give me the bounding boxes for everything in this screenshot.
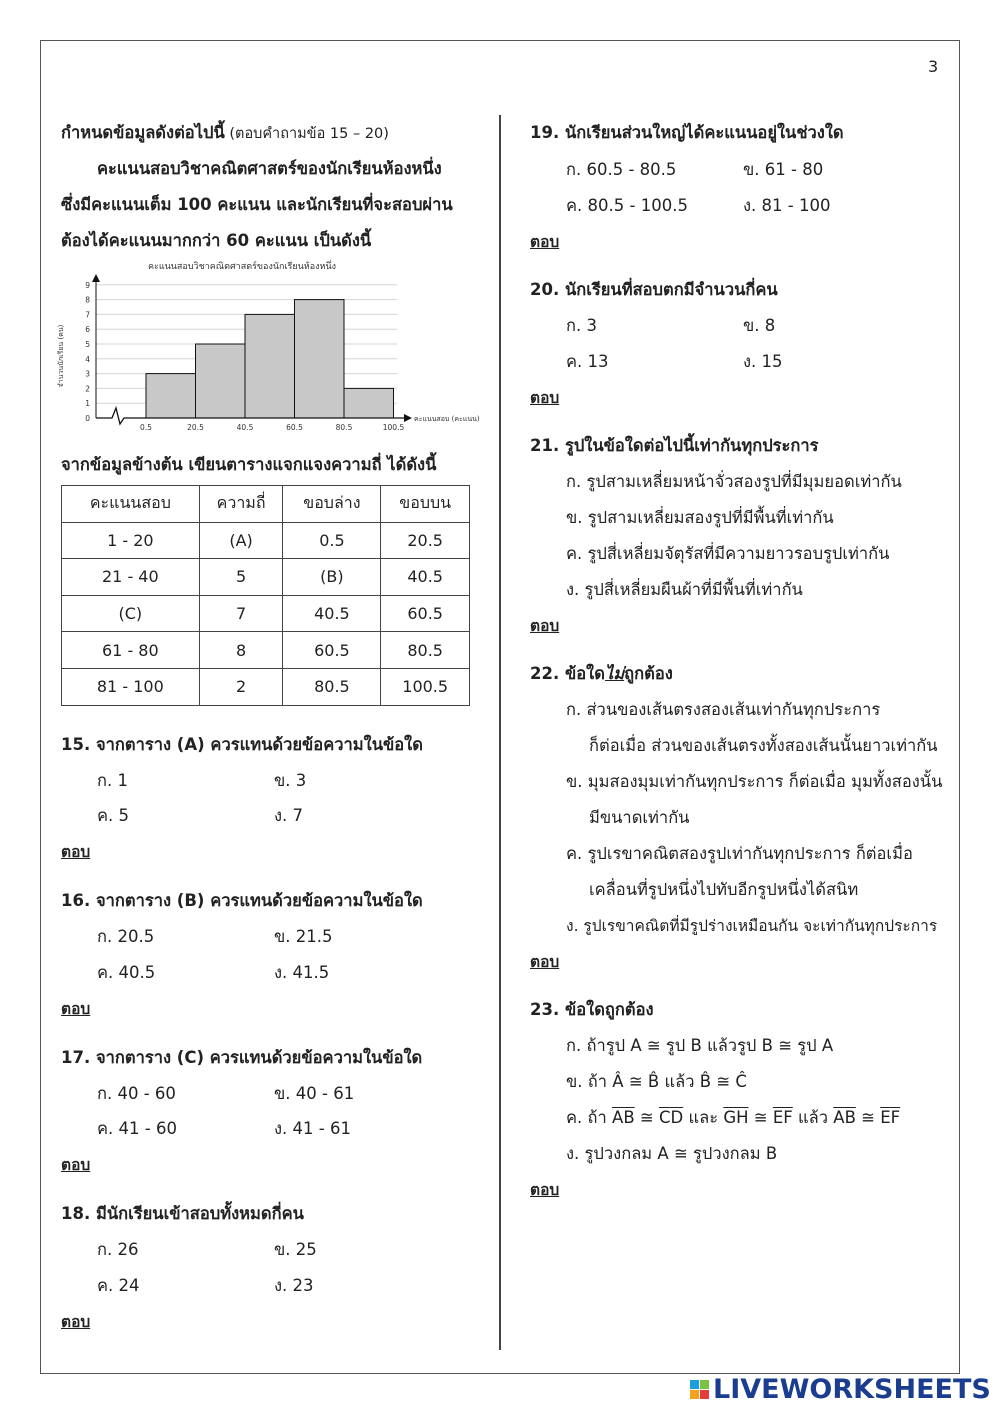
angle-c: Ĉ — [735, 1072, 747, 1091]
q22-choice-b[interactable]: ข. มุมสองมุมเท่ากันทุกประการ ก็ต่อเมื่อ มุมทั้งสองนั้น — [566, 772, 943, 791]
y-tick-label: 8 — [85, 295, 90, 305]
segment-ef: $\overline{EF}$ — [772, 1108, 793, 1127]
x-axis-label: คะแนนสอบ (คะแนน) — [414, 415, 480, 423]
question-16: 16. จากตาราง (B) ควรแทนด้วยข้อความในข้อใด — [61, 891, 423, 910]
y-axis-arrow — [92, 274, 100, 282]
q18-choice-b[interactable]: ข. 25 — [274, 1240, 317, 1259]
table-cell: 60.5 — [283, 632, 381, 669]
frequency-table — [61, 485, 470, 706]
chart-title: คะแนนสอบวิชาคณิตศาสตร์ของนักเรียนห้องหนึ่ง — [147, 262, 337, 272]
q23-choice-a[interactable]: ก. ถ้ารูป A ≅ รูป B แล้วรูป B ≅ รูป A — [566, 1036, 834, 1055]
q19-choice-c[interactable]: ค. 80.5 - 100.5 — [566, 196, 688, 215]
q22-choice-b-cont: มีขนาดเท่ากัน — [589, 808, 690, 827]
table-row — [62, 559, 470, 596]
liveworksheets-logo — [690, 1374, 991, 1405]
table-cell: (A) — [199, 522, 283, 559]
congruent-symbol: ≅ — [748, 1108, 773, 1127]
q21-answer-label[interactable]: ตอบ — [530, 617, 560, 635]
header-frequency: ความถี่ — [199, 486, 283, 523]
x-tick-label: 40.5 — [236, 423, 254, 432]
q22-choice-a-cont: ก็ต่อเมื่อ ส่วนของเส้นตรงทั้งสองเส้นนั้นยาวเท่ากัน — [589, 736, 938, 755]
q23-choice-d[interactable]: ง. รูปวงกลม A ≅ รูปวงกลม B — [566, 1144, 778, 1163]
y-tick-label: 0 — [85, 414, 90, 423]
q21-choice-b[interactable]: ข. รูปสามเหลี่ยมสองรูปที่มีพื้นที่เท่ากัน — [566, 508, 834, 527]
intro-line-2: คะแนนสอบวิชาคณิตศาสตร์ของนักเรียนห้องหนึ่ง — [97, 159, 442, 178]
histogram-bar — [196, 344, 246, 418]
q16-choice-c[interactable]: ค. 40.5 — [97, 963, 156, 982]
table-cell: 21 - 40 — [62, 559, 200, 596]
q23-b-then: แล้ว — [659, 1072, 700, 1091]
table-cell: 5 — [199, 559, 283, 596]
table-cell: 8 — [199, 632, 283, 669]
segment-gh: $\overline{GH}$ — [723, 1108, 749, 1127]
segment-ab: $\overline{AB}$ — [612, 1108, 635, 1127]
table-cell: 0.5 — [283, 522, 381, 559]
y-tick-label: 3 — [85, 369, 90, 379]
q18-choice-c[interactable]: ค. 24 — [97, 1276, 140, 1295]
x-tick-label: 0.5 — [140, 423, 152, 432]
column-divider — [499, 115, 501, 1350]
intro-line-4: ต้องได้คะแนนมากกว่า 60 คะแนน เป็นดังนี้ — [61, 231, 372, 250]
congruent-symbol: ≅ — [711, 1072, 736, 1091]
q23-choice-c[interactable] — [566, 1105, 900, 1131]
q17-choice-b[interactable]: ข. 40 - 61 — [274, 1084, 355, 1103]
q17-choice-a[interactable]: ก. 40 - 60 — [97, 1084, 176, 1103]
congruent-symbol: ≅ — [623, 1072, 648, 1091]
table-cell: 1 - 20 — [62, 522, 200, 559]
q19-answer-label[interactable]: ตอบ — [530, 233, 560, 251]
q22-choice-d[interactable]: ง. รูปเรขาคณิตที่มีรูปร่างเหมือนกัน จะเท่ากันทุกประการ — [566, 917, 938, 935]
y-tick-label: 6 — [85, 325, 90, 335]
table-cell: 2 — [199, 668, 283, 705]
q15-answer-label[interactable]: ตอบ — [61, 843, 91, 861]
x-tick-label: 80.5 — [335, 423, 353, 432]
segment-ab: $\overline{AB}$ — [833, 1108, 856, 1127]
q22-rest: ถูกต้อง — [624, 664, 673, 683]
q19-choice-b[interactable]: ข. 61 - 80 — [743, 160, 824, 179]
table-cell: 20.5 — [381, 522, 470, 559]
q22-choice-c-cont: เคลื่อนที่รูปหนึ่งไปทับอีกรูปหนึ่งได้สนิท — [589, 880, 859, 899]
question-18: 18. มีนักเรียนเข้าสอบทั้งหมดกี่คน — [61, 1204, 304, 1223]
y-tick-label: 1 — [85, 399, 90, 409]
q17-answer-label[interactable]: ตอบ — [61, 1156, 91, 1174]
table-row — [62, 595, 470, 632]
congruent-symbol: ≅ — [634, 1108, 659, 1127]
q22-choice-c[interactable]: ค. รูปเรขาคณิตสองรูปเท่ากันทุกประการ ก็ต่อเมื่อ — [566, 844, 913, 863]
y-tick-label: 9 — [85, 280, 90, 290]
q22-negation: ไม่ — [604, 664, 625, 683]
brand-text: LIVEWORKSHEETS — [713, 1374, 991, 1405]
angle-b: B̂ — [699, 1072, 712, 1091]
q21-choice-a[interactable]: ก. รูปสามเหลี่ยมหน้าจั่วสองรูปที่มีมุมยอดเท่ากัน — [566, 472, 902, 491]
angle-b: B̂ — [647, 1072, 660, 1091]
table-cell: 40.5 — [283, 595, 381, 632]
header-lower-bound: ขอบล่าง — [283, 486, 381, 523]
angle-a: Â — [612, 1072, 624, 1091]
table-intro: จากข้อมูลข้างต้น เขียนตารางแจกแจงความถี่ ได้ดังนี้ — [61, 455, 437, 474]
q22-number: 22. ข้อใด — [530, 664, 605, 683]
table-cell: 100.5 — [381, 668, 470, 705]
intro-note: (ตอบคำถามข้อ 15 – 20) — [224, 126, 389, 142]
table-cell: (C) — [62, 595, 200, 632]
q23-c-then: แล้ว — [792, 1108, 834, 1127]
histogram-bar — [344, 388, 394, 418]
histogram-bar — [295, 300, 345, 418]
q16-choice-a[interactable]: ก. 20.5 — [97, 927, 155, 946]
x-tick-label: 20.5 — [187, 423, 204, 432]
table-header-row — [62, 486, 470, 523]
y-tick-label: 7 — [85, 310, 90, 320]
q22-answer-label[interactable]: ตอบ — [530, 953, 560, 971]
q15-choice-d[interactable]: ง. 7 — [274, 806, 304, 825]
q23-answer-label[interactable]: ตอบ — [530, 1181, 560, 1199]
q16-answer-label[interactable]: ตอบ — [61, 1000, 91, 1018]
q20-choice-b[interactable]: ข. 8 — [743, 316, 776, 335]
header-upper-bound: ขอบบน — [381, 486, 470, 523]
x-tick-label: 60.5 — [286, 423, 303, 432]
table-cell: 80.5 — [283, 668, 381, 705]
q23-c-and: และ — [683, 1108, 724, 1127]
question-15: 15. จากตาราง (A) ควรแทนด้วยข้อความในข้อใด — [61, 735, 423, 754]
table-cell: 40.5 — [381, 559, 470, 596]
histogram-chart — [52, 256, 492, 436]
q15-choice-b[interactable]: ข. 3 — [274, 771, 307, 790]
page-number: 3 — [928, 57, 939, 76]
x-tick-label: 100.5 — [382, 423, 405, 432]
x-axis-arrow — [404, 414, 412, 422]
q19-choice-a[interactable]: ก. 60.5 - 80.5 — [566, 160, 677, 179]
header-score: คะแนนสอบ — [62, 486, 200, 523]
q23-c-prefix: ค. ถ้า — [566, 1108, 613, 1127]
q18-choice-a[interactable]: ก. 26 — [97, 1240, 139, 1259]
y-tick-label: 2 — [85, 384, 90, 394]
table-row — [62, 522, 470, 559]
table-cell: (B) — [283, 559, 381, 596]
q23-b-prefix: ข. ถ้า — [566, 1072, 613, 1091]
question-21: 21. รูปในข้อใดต่อไปนี้เท่ากันทุกประการ — [530, 436, 819, 455]
table-cell: 61 - 80 — [62, 632, 200, 669]
q23-choice-b[interactable] — [566, 1069, 747, 1095]
question-17: 17. จากตาราง (C) ควรแทนด้วยข้อความในข้อใด — [61, 1048, 423, 1067]
q20-choice-c[interactable]: ค. 13 — [566, 352, 609, 371]
intro-line-3: ซึ่งมีคะแนนเต็ม 100 คะแนน และนักเรียนที่จะสอบผ่าน — [61, 195, 453, 214]
q17-choice-d[interactable]: ง. 41 - 61 — [274, 1119, 351, 1138]
q18-answer-label[interactable]: ตอบ — [61, 1313, 91, 1331]
logo-icon — [690, 1380, 709, 1399]
table-row — [62, 668, 470, 705]
table-row — [62, 632, 470, 669]
table-cell: 80.5 — [381, 632, 470, 669]
table-cell: 7 — [199, 595, 283, 632]
question-23: 23. ข้อใดถูกต้อง — [530, 1000, 654, 1019]
question-20: 20. นักเรียนที่สอบตกมีจำนวนกี่คน — [530, 280, 778, 299]
histogram-bar — [245, 314, 295, 418]
question-22 — [530, 661, 673, 687]
q18-choice-d[interactable]: ง. 23 — [274, 1276, 314, 1295]
q17-choice-c[interactable]: ค. 41 - 60 — [97, 1119, 177, 1138]
q20-choice-d[interactable]: ง. 15 — [743, 352, 783, 371]
q21-choice-d[interactable]: ง. รูปสี่เหลี่ยมผืนผ้าที่มีพื้นที่เท่ากัน — [566, 580, 803, 599]
intro-line-1 — [61, 120, 389, 146]
q19-choice-d[interactable]: ง. 81 - 100 — [743, 196, 831, 215]
histogram-bar — [146, 374, 196, 418]
q15-choice-a[interactable]: ก. 1 — [97, 771, 128, 790]
segment-cd: $\overline{CD}$ — [658, 1108, 684, 1127]
y-tick-label: 4 — [85, 354, 90, 364]
q15-choice-c[interactable]: ค. 5 — [97, 806, 130, 825]
q21-choice-c[interactable]: ค. รูปสี่เหลี่ยมจัตุรัสที่มีความยาวรอบรูปเท่ากัน — [566, 544, 890, 563]
table-cell: 81 - 100 — [62, 668, 200, 705]
question-19: 19. นักเรียนส่วนใหญ่ได้คะแนนอยู่ในช่วงใด — [530, 123, 844, 142]
q16-choice-d[interactable]: ง. 41.5 — [274, 963, 330, 982]
q22-choice-a[interactable]: ก. ส่วนของเส้นตรงสองเส้นเท่ากันทุกประการ — [566, 700, 881, 719]
q16-choice-b[interactable]: ข. 21.5 — [274, 927, 333, 946]
y-axis-label: จำนวนนักเรียน (คน) — [57, 324, 65, 388]
segment-ef: $\overline{EF}$ — [880, 1108, 901, 1127]
y-tick-label: 5 — [85, 340, 90, 349]
q20-answer-label[interactable]: ตอบ — [530, 389, 560, 407]
q20-choice-a[interactable]: ก. 3 — [566, 316, 597, 335]
table-cell: 60.5 — [381, 595, 470, 632]
congruent-symbol: ≅ — [855, 1108, 881, 1127]
intro-heading: กำหนดข้อมูลดังต่อไปนี้ — [61, 123, 225, 142]
